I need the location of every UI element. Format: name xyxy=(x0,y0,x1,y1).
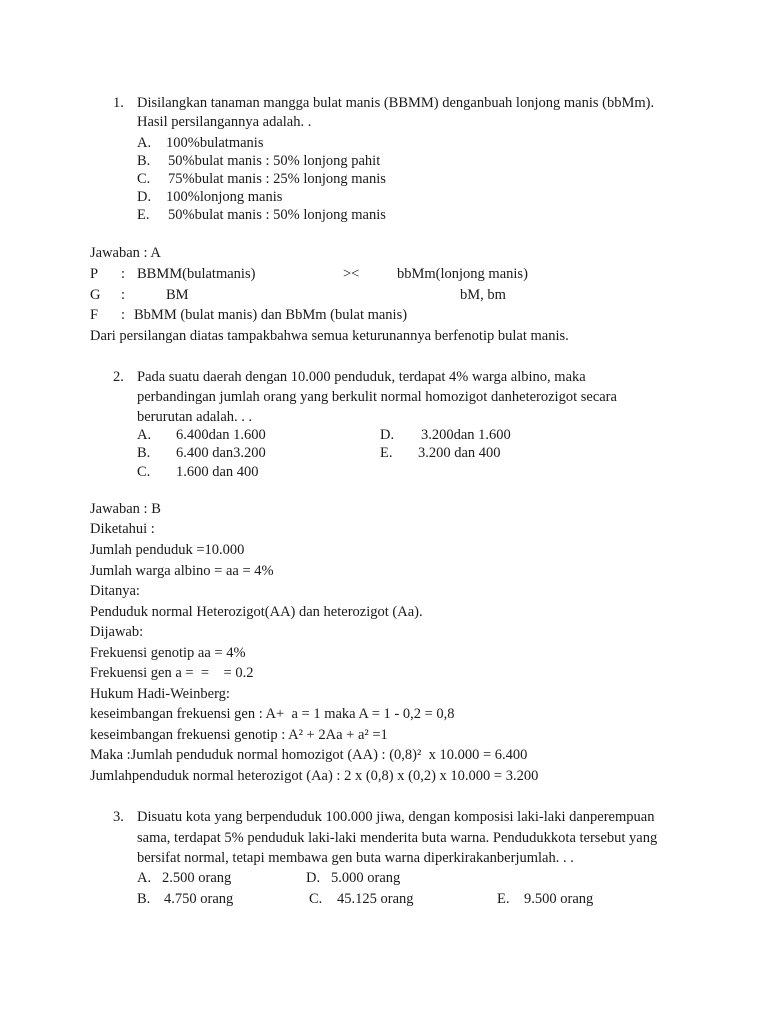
q2-solution-line: Ditanya: xyxy=(90,583,140,599)
cross-p-left: BBMM(bulatmanis) xyxy=(137,266,256,282)
q1-option-text: 75%bulat manis : 25% lonjong manis xyxy=(168,171,386,187)
q2-solution-line: keseimbangan frekuensi gen : A+ a = 1 maka A = 1 - 0,2 = 0,8 xyxy=(90,706,455,722)
q2-option-d-text: 3.200dan 1.600 xyxy=(421,427,511,443)
cross-f-colon: : xyxy=(121,307,126,323)
q2-option-b-text: 6.400 dan3.200 xyxy=(176,445,266,461)
q2-solution-line: Jumlah penduduk =10.000 xyxy=(90,542,245,558)
q1-option-letter: D. xyxy=(137,189,152,205)
cross-f-label: F xyxy=(90,307,99,323)
q2-option-c-text: 1.600 dan 400 xyxy=(176,464,259,480)
q3-option-b-text: 4.750 orang xyxy=(164,891,234,907)
q3-option-d-text: 5.000 orang xyxy=(331,870,401,886)
q2-solution-line: keseimbangan frekuensi genotip : A² + 2Aa + a² =1 xyxy=(90,727,388,743)
q2-option-d-letter: D. xyxy=(380,427,395,443)
q2-option-c-letter: C. xyxy=(137,464,151,480)
cross-f-text: BbMM (bulat manis) dan BbMm (bulat manis) xyxy=(134,307,408,323)
cross-g-colon: : xyxy=(121,287,126,303)
q2-option-a-letter: A. xyxy=(137,427,152,443)
cross-g-right: bM, bm xyxy=(460,287,506,303)
q3-option-d-letter: D. xyxy=(306,870,321,886)
q1-option-text: 50%bulat manis : 50% lonjong pahit xyxy=(168,153,381,169)
q2-solution-line: Hukum Hadi-Weinberg: xyxy=(90,686,230,702)
cross-g-label: G xyxy=(90,287,101,303)
q1-option-text: 100%bulatmanis xyxy=(166,135,264,151)
q1-option-letter: B. xyxy=(137,153,151,169)
q2-option-e-letter: E. xyxy=(380,445,393,461)
q3-option-e-letter: E. xyxy=(497,891,510,907)
q2-question-line2: perbandingan jumlah orang yang berkulit normal homozigot danheterozigot secara xyxy=(137,389,617,405)
cross-symbol: >< xyxy=(343,266,360,282)
cross-p-label: P xyxy=(90,266,99,282)
q3-number: 3. xyxy=(113,809,124,825)
q1-option-letter: C. xyxy=(137,171,151,187)
q1-question-line2: Hasil persilangannya adalah. . xyxy=(137,114,312,130)
q2-solution-line: Jawaban : B xyxy=(90,501,161,517)
q2-solution-line: Penduduk normal Heterozigot(AA) dan heterozigot (Aa). xyxy=(90,604,423,620)
q3-question-line3: bersifat normal, tetapi membawa gen buta warna diperkirakanberjumlah. . . xyxy=(137,850,574,866)
q2-solution-line: Maka :Jumlah penduduk normal homozigot (AA) : (0,8)² x 10.000 = 6.400 xyxy=(90,747,528,763)
q3-option-e-text: 9.500 orang xyxy=(524,891,594,907)
q3-question-line1: Disuatu kota yang berpenduduk 100.000 jiwa, dengan komposisi laki-laki danperempuan xyxy=(137,809,655,825)
q2-option-e-text: 3.200 dan 400 xyxy=(418,445,501,461)
q2-solution-line: Frekuensi gen a = = = 0.2 xyxy=(90,665,254,681)
q2-solution-line: Diketahui : xyxy=(90,521,155,537)
q3-option-a-letter: A. xyxy=(137,870,152,886)
q3-question-line2: sama, terdapat 5% penduduk laki-laki menderita buta warna. Pendudukkota tersebut yang xyxy=(137,830,658,846)
q2-number: 2. xyxy=(113,369,124,385)
q2-solution-line: Frekuensi genotip aa = 4% xyxy=(90,645,246,661)
q3-option-c-letter: C. xyxy=(309,891,323,907)
q2-question-line1: Pada suatu daerah dengan 10.000 penduduk, terdapat 4% warga albino, maka xyxy=(137,369,586,385)
q1-option-letter: A. xyxy=(137,135,152,151)
q1-question-line1: Disilangkan tanaman mangga bulat manis (BBMM) denganbuah lonjong manis (bbMm). xyxy=(137,95,655,111)
q1-answer: Jawaban : A xyxy=(90,245,161,261)
q3-option-a-text: 2.500 orang xyxy=(162,870,232,886)
q2-option-a-text: 6.400dan 1.600 xyxy=(176,427,266,443)
q3-option-b-letter: B. xyxy=(137,891,151,907)
q1-option-letter: E. xyxy=(137,207,150,223)
q2-solution-line: Dijawab: xyxy=(90,624,144,640)
cross-p-colon: : xyxy=(121,266,126,282)
q2-question-line3: berurutan adalah. . . xyxy=(137,409,253,425)
q3-option-c-text: 45.125 orang xyxy=(337,891,414,907)
q1-conclusion: Dari persilangan diatas tampakbahwa semua keturunannya berfenotip bulat manis. xyxy=(90,328,569,344)
q2-solution-line: Jumlahpenduduk normal heterozigot (Aa) : 2 x (0,8) x (0,2) x 10.000 = 3.200 xyxy=(90,768,539,784)
q2-option-b-letter: B. xyxy=(137,445,151,461)
q2-solution-line: Jumlah warga albino = aa = 4% xyxy=(90,563,274,579)
q1-option-text: 50%bulat manis : 50% lonjong manis xyxy=(168,207,386,223)
q1-option-text: 100%lonjong manis xyxy=(166,189,283,205)
cross-p-right: bbMm(lonjong manis) xyxy=(397,266,528,282)
q1-number: 1. xyxy=(113,95,124,111)
cross-g-left: BM xyxy=(166,287,189,303)
